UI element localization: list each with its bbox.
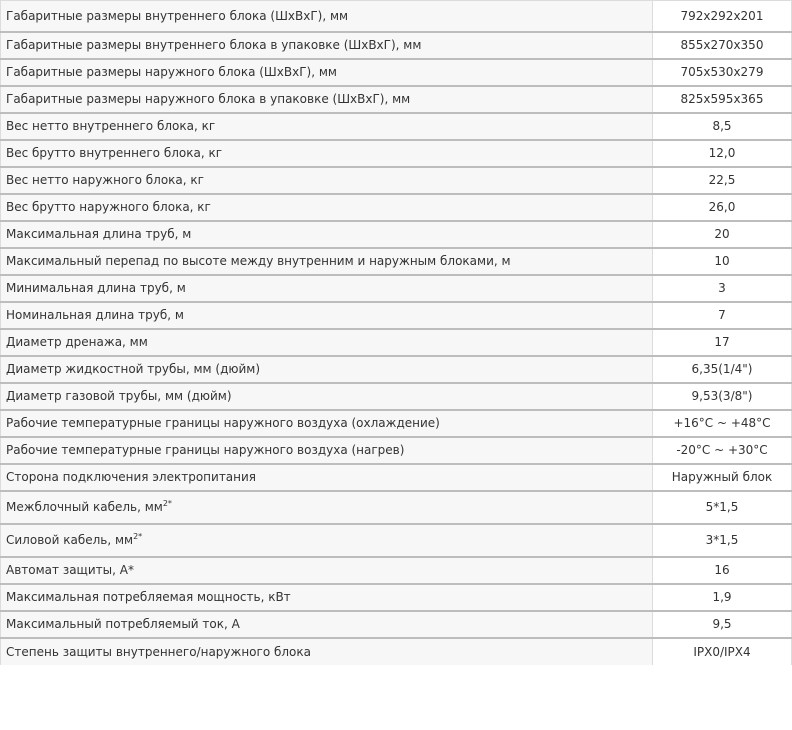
param-value: IPX0/IPX4 <box>653 638 792 665</box>
param-value: 9,53(3/8") <box>653 383 792 410</box>
param-value: 10 <box>653 248 792 275</box>
param-label: Диаметр дренажа, мм <box>1 329 653 356</box>
param-value: 7 <box>653 302 792 329</box>
param-value: Наружный блок <box>653 464 792 491</box>
param-value: 855x270x350 <box>653 32 792 59</box>
param-label: Степень защиты внутреннего/наружного блока <box>1 638 653 665</box>
table-row <box>1 584 792 611</box>
param-value: 1,9 <box>653 584 792 611</box>
param-label <box>1 491 653 524</box>
param-label: Вес брутто наружного блока, кг <box>1 194 653 221</box>
param-label-text: Межблочный кабель, мм <box>6 500 163 514</box>
table-row <box>1 1 792 32</box>
param-value: 26,0 <box>653 194 792 221</box>
param-label: Габаритные размеры внутреннего блока (ШхВхГ), мм <box>1 1 653 32</box>
param-value: 16 <box>653 557 792 584</box>
param-value: 705x530x279 <box>653 59 792 86</box>
table-row <box>1 221 792 248</box>
param-label: Диаметр жидкостной трубы, мм (дюйм) <box>1 356 653 383</box>
param-value: -20°C ~ +30°C <box>653 437 792 464</box>
table-row <box>1 248 792 275</box>
table-row <box>1 86 792 113</box>
table-row <box>1 524 792 557</box>
param-label: Габаритные размеры наружного блока в упаковке (ШхВхГ), мм <box>1 86 653 113</box>
table-row <box>1 32 792 59</box>
param-label-text: Силовой кабель, мм <box>6 533 134 547</box>
param-value: 12,0 <box>653 140 792 167</box>
param-label: Сторона подключения электропитания <box>1 464 653 491</box>
param-value: 6,35(1/4") <box>653 356 792 383</box>
param-label: Вес нетто внутреннего блока, кг <box>1 113 653 140</box>
table-row <box>1 140 792 167</box>
param-value: 825x595x365 <box>653 86 792 113</box>
param-label: Минимальная длина труб, м <box>1 275 653 302</box>
table-row <box>1 464 792 491</box>
param-value: 5*1,5 <box>653 491 792 524</box>
param-label <box>1 524 653 557</box>
param-label: Вес брутто внутреннего блока, кг <box>1 140 653 167</box>
unit-superscript: 2* <box>162 499 172 508</box>
table-row <box>1 194 792 221</box>
table-row <box>1 383 792 410</box>
table-row <box>1 611 792 638</box>
table-row <box>1 638 792 665</box>
param-label: Габаритные размеры наружного блока (ШхВхГ), мм <box>1 59 653 86</box>
param-value: 792x292x201 <box>653 1 792 32</box>
table-row <box>1 113 792 140</box>
unit-superscript: 2* <box>133 532 143 541</box>
param-label: Диаметр газовой трубы, мм (дюйм) <box>1 383 653 410</box>
param-value: +16°C ~ +48°C <box>653 410 792 437</box>
param-value: 17 <box>653 329 792 356</box>
table-row <box>1 437 792 464</box>
table-row <box>1 491 792 524</box>
table-row <box>1 557 792 584</box>
param-value: 3*1,5 <box>653 524 792 557</box>
param-label: Габаритные размеры внутреннего блока в упаковке (ШхВхГ), мм <box>1 32 653 59</box>
param-label: Номинальная длина труб, м <box>1 302 653 329</box>
table-row <box>1 356 792 383</box>
table-row <box>1 275 792 302</box>
param-value: 20 <box>653 221 792 248</box>
table-row <box>1 167 792 194</box>
table-row <box>1 302 792 329</box>
param-value: 3 <box>653 275 792 302</box>
param-value: 22,5 <box>653 167 792 194</box>
param-label: Вес нетто наружного блока, кг <box>1 167 653 194</box>
param-label: Максимальный потребляемый ток, А <box>1 611 653 638</box>
param-value: 9,5 <box>653 611 792 638</box>
param-value: 8,5 <box>653 113 792 140</box>
param-label: Максимальная длина труб, м <box>1 221 653 248</box>
param-label: Автомат защиты, А* <box>1 557 653 584</box>
table-row <box>1 329 792 356</box>
param-label: Максимальная потребляемая мощность, кВт <box>1 584 653 611</box>
table-row <box>1 59 792 86</box>
param-label: Рабочие температурные границы наружного воздуха (охлаждение) <box>1 410 653 437</box>
table-row <box>1 410 792 437</box>
param-label: Максимальный перепад по высоте между внутренним и наружным блоками, м <box>1 248 653 275</box>
param-label: Рабочие температурные границы наружного воздуха (нагрев) <box>1 437 653 464</box>
